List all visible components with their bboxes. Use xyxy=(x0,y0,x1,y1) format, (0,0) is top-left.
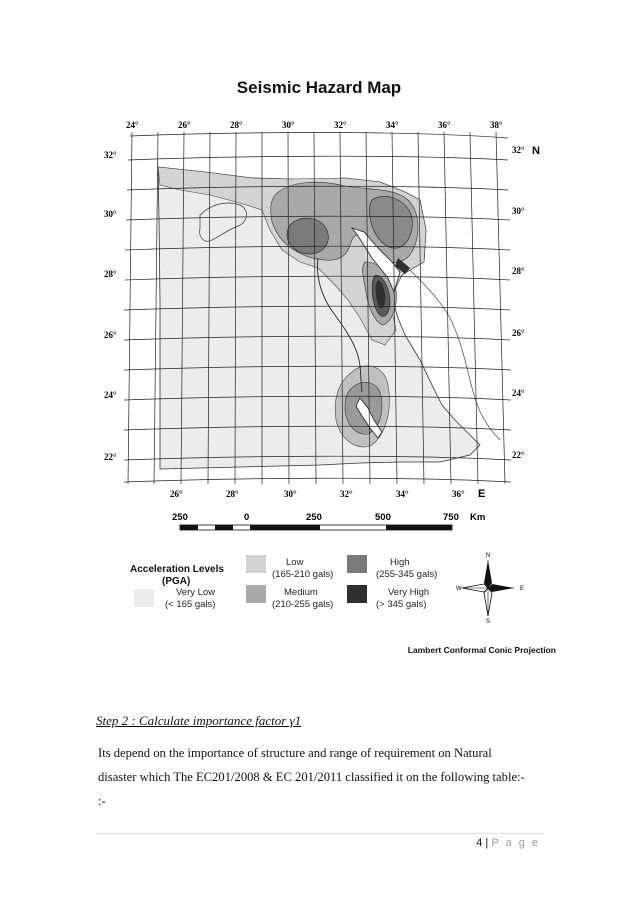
legend-swatch-high xyxy=(347,555,367,573)
legend-heading: Acceleration Levels xyxy=(130,564,224,575)
map-title: Seismic Hazard Map xyxy=(236,78,402,97)
footer-divider xyxy=(96,833,544,834)
lat-label-right: 28° xyxy=(512,266,525,276)
legend-range: (< 165 gals) xyxy=(165,599,216,610)
lon-label-bottom: 32° xyxy=(340,489,353,499)
top-longitude-labels xyxy=(126,120,503,130)
scale-label: 0 xyxy=(244,512,250,523)
east-label: E xyxy=(478,488,486,500)
legend-label: High xyxy=(390,557,410,568)
legend-range: (> 345 gals) xyxy=(376,599,427,610)
lon-label-top: 24° xyxy=(126,120,139,130)
scale-bar xyxy=(172,512,485,530)
projection-label: Lambert Conformal Conic Projection xyxy=(407,645,556,655)
lon-label-top: 28° xyxy=(230,120,243,130)
scale-label: 250 xyxy=(172,512,188,523)
compass-rose-icon xyxy=(456,553,524,625)
lon-label-top: 38° xyxy=(490,120,503,130)
lat-label-left: 26° xyxy=(104,330,117,340)
lon-label-top: 34° xyxy=(386,120,399,130)
step-title: Step 2 : Calculate importance factor γ1 xyxy=(96,713,302,728)
lat-label-left: 30° xyxy=(104,209,117,219)
page-footer xyxy=(476,837,540,849)
lat-label-right: 30° xyxy=(512,206,525,216)
legend xyxy=(130,555,437,610)
legend-range: (210-255 gals) xyxy=(272,599,334,610)
legend-swatch-medium xyxy=(246,585,266,603)
lat-label-left: 32° xyxy=(104,150,117,160)
scale-label: 750 xyxy=(443,512,459,523)
lon-label-bottom: 26° xyxy=(170,489,183,499)
legend-label: Low xyxy=(286,557,304,568)
lat-label-left: 22° xyxy=(104,452,117,462)
compass-e: E xyxy=(520,586,525,592)
lon-label-bottom: 30° xyxy=(284,489,297,499)
legend-heading-pga: (PGA) xyxy=(162,576,191,587)
legend-range: (255-345 gals) xyxy=(376,569,438,580)
paragraph xyxy=(98,741,548,813)
lon-label-bottom: 28° xyxy=(226,489,239,499)
lon-label-top: 36° xyxy=(438,120,451,130)
legend-swatch-low xyxy=(246,555,266,573)
left-latitude-labels xyxy=(104,150,117,462)
lat-label-right: 26° xyxy=(512,328,525,338)
page-separator: | xyxy=(485,837,489,849)
page-number: 4 xyxy=(476,837,483,849)
lon-label-top: 32° xyxy=(334,120,347,130)
lat-label-right: 22° xyxy=(512,450,525,460)
scale-label: 500 xyxy=(375,512,391,523)
lat-label-left: 28° xyxy=(104,269,117,279)
lon-label-top: 30° xyxy=(282,120,295,130)
north-label: N xyxy=(532,145,540,157)
paragraph-line: Its depend on the importance of structure and range of requirement on Natural xyxy=(98,746,492,760)
legend-label: Very High xyxy=(388,587,430,598)
lat-label-right: 24° xyxy=(512,388,525,398)
legend-swatch-very-low xyxy=(134,589,154,607)
right-latitude-labels xyxy=(512,145,540,460)
lon-label-bottom: 36° xyxy=(452,489,465,499)
compass-w: W xyxy=(456,586,462,592)
page-word: P a g e xyxy=(491,837,540,849)
paragraph-line: :- xyxy=(98,794,106,808)
legend-label: Very Low xyxy=(176,587,216,598)
scale-label: 250 xyxy=(306,512,322,523)
scale-unit: Km xyxy=(470,512,486,523)
compass-n: N xyxy=(486,553,491,559)
legend-range: (165-210 gals) xyxy=(272,569,334,580)
bottom-longitude-labels xyxy=(170,488,485,500)
compass-s: S xyxy=(486,619,491,625)
lon-label-bottom: 34° xyxy=(396,489,409,499)
legend-label: Medium xyxy=(284,587,318,598)
lon-label-top: 26° xyxy=(178,120,191,130)
lat-label-left: 24° xyxy=(104,390,117,400)
paragraph-line: disaster which The EC201/2008 & EC 201/2011 classified it on the following table:- xyxy=(98,770,525,784)
legend-swatch-very-high xyxy=(347,585,367,603)
lat-label-right: 32° xyxy=(512,145,525,155)
